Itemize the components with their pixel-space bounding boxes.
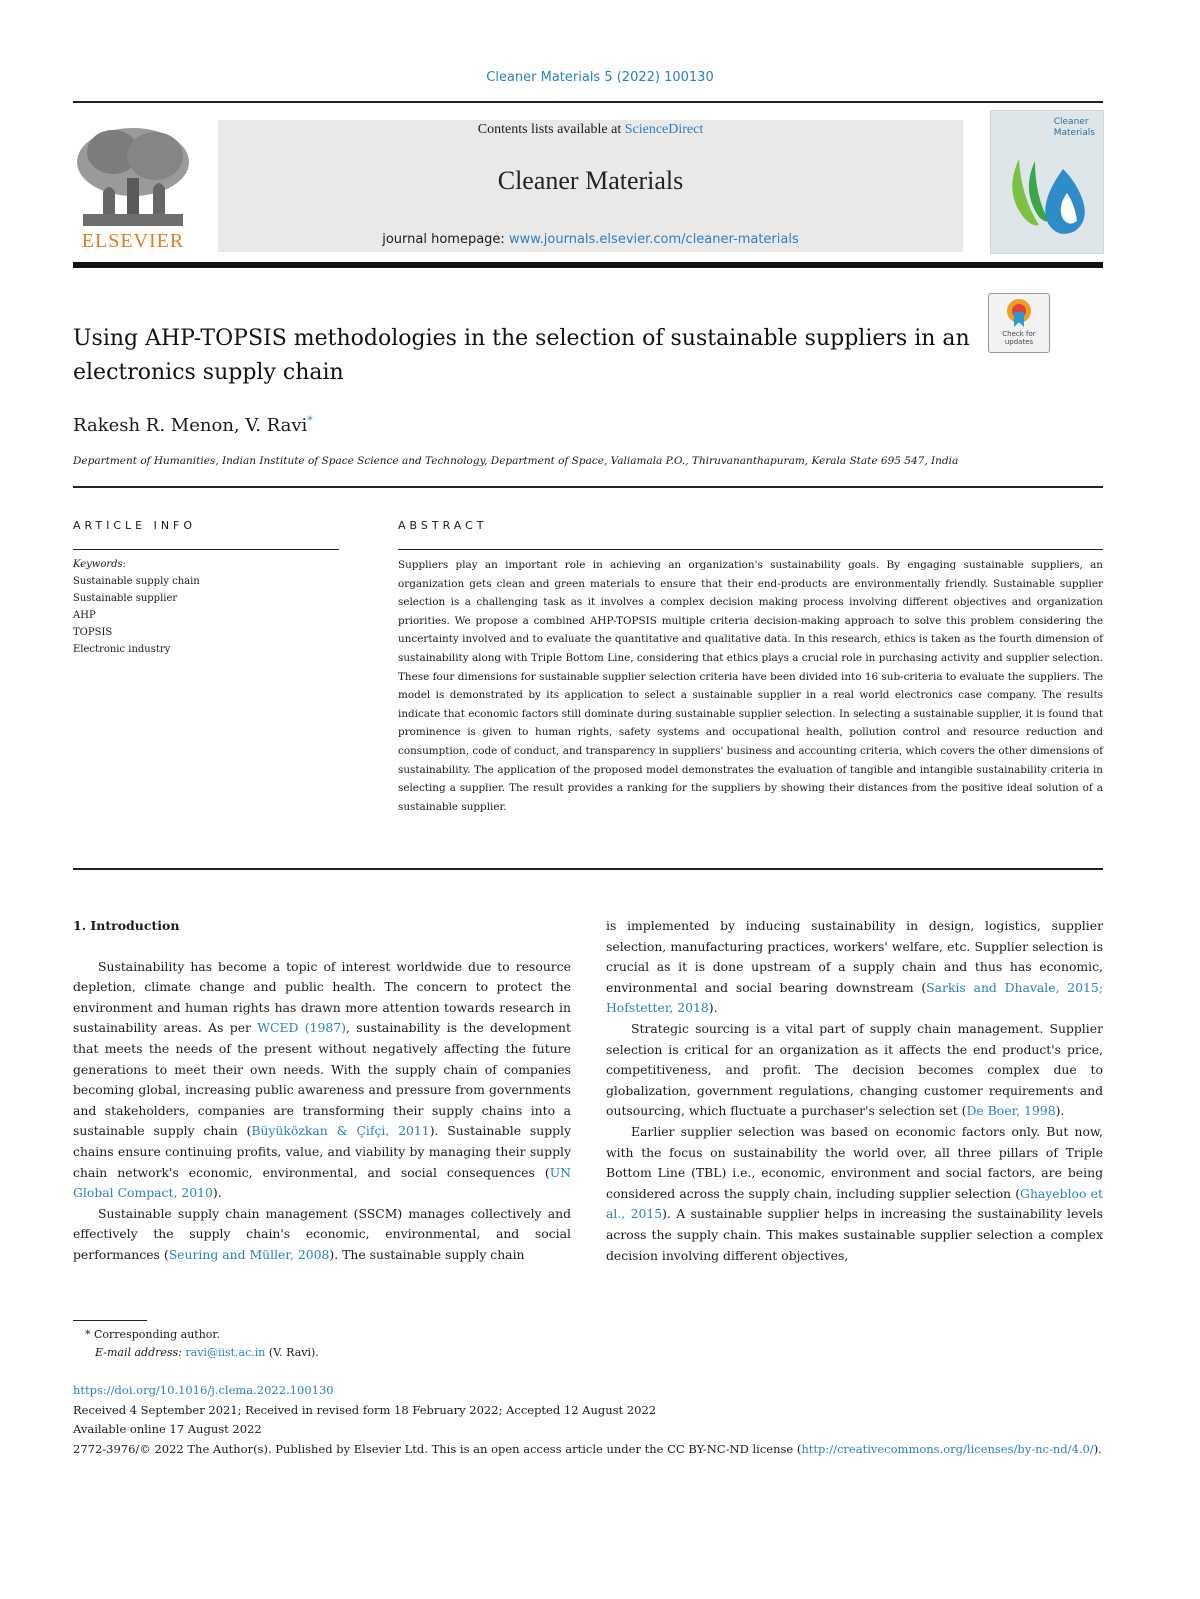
section-heading: 1. Introduction [73,918,180,933]
homepage-line [218,232,963,247]
text-run: ). [1055,1103,1065,1119]
available-online: Available online 17 August 2022 [73,1422,262,1436]
text-run: ). Sustainable supply chains ensure continuing profits, value, and viability by managing their supply chain network's economic, environmental, and social consequences ( [73,1123,572,1180]
keyword-item: Electronic industry [73,644,171,655]
abstract-heading: ABSTRACT [398,519,488,532]
check-for-updates-badge[interactable] [988,293,1050,353]
author-list [73,414,313,436]
water-drop-leaf-icon [1001,147,1093,243]
affiliation-rule [73,486,1103,488]
sciencedirect-link[interactable]: ScienceDirect [624,122,704,137]
intro-paragraph-1 [73,957,571,1204]
contents-line [218,122,963,138]
cover-title-line1: Cleaner [1053,117,1089,127]
intro-paragraph-5 [606,1122,1103,1266]
journal-name: Cleaner Materials [497,166,684,195]
license-text-end: ). [1093,1441,1102,1456]
text-run: ). A sustainable supplier helps in increasing the sustainability levels across the supply chain. This makes sustainable supplier selection a complex decision involving different objectives, [606,1206,1103,1263]
text-run: ). [708,1000,718,1016]
elsevier-logo [73,122,193,254]
keyword-item: AHP [73,610,96,621]
citation-link[interactable]: UN Global Compact, 2010 [73,1164,571,1201]
contents-prefix: Contents lists available at [477,122,625,137]
text-run: Sustainability has become a topic of interest worldwide due to resource depletion, climate change and public health. The concern to protect the environment and human rights has drawn more attention towards research in sustainability areas. As per [73,958,571,1036]
body-right-column [606,916,1103,1266]
citation-link[interactable]: Ghayebloo et al., 2015 [606,1185,1103,1222]
intro-paragraph-4 [606,1019,1103,1122]
doi-link[interactable]: https://doi.org/10.1016/j.clema.2022.100130 [73,1383,334,1397]
journal-cover-thumbnail [990,110,1104,254]
license-text: 2772-3976/© 2022 The Author(s). Published by Elsevier Ltd. This is an open access article under the CC BY-NC-ND license ( [73,1441,802,1456]
text-run: Strategic sourcing is a vital part of supply chain management. Supplier selection is critical for an organization as it affects the end product's price, competitiveness, and profit. The decision becomes complex due to globalization, government regulations, changing customer requirements and outsourcing, which fluctuate a purchaser's selection set ( [606,1020,1103,1119]
homepage-prefix: journal homepage: [382,232,509,247]
abstract-text: Suppliers play an important role in achieving an organization's sustainability goals. By engaging sustainable suppliers, an organization gets clean and green materials to ensure that their end-products are environmentally friendly. Sustainable supplier selection is a challenging task as it involves a complex decision making process involving different objectives and organization priorities. We propose a combined AHP-TOPSIS multiple criteria decision-making approach to solve this problem considering the uncertainty involved and to evaluate the quantitative and qualitative data. In this research, ethics is taken as the fourth dimension of sustainability along with Triple Bottom Line, considering that ethics plays a crucial role in purchasing activity and supplier selection. These four dimensions for sustainable supplier selection criteria have been divided into 16 sub-criteria to evaluate the suppliers. The model is demonstrated by its application to select a sustainable supplier in a real world electronics case company. The results indicate that economic factors still dominate during sustainable supplier selection. In selecting a sustainable supplier, it is found that prominence is given to human rights, safety systems and occupational health, pollution control and resource reduction and consumption, code of conduct, and transparency in suppliers' business and accounting criteria, which covers the other dimensions of sustainability. The application of the proposed model demonstrates the evaluation of tangible and intangible sustainability criteria in selecting a supplier. The result provides a ranking for the suppliers by showing their distances from the positive ideal solution of a sustainable supplier. [398,559,1103,813]
text-run: is implemented by inducing sustainability in design, logistics, supplier selection, manufacturing practices, workers' welfare, etc. Supplier selection is crucial as it is done upstream of a supply chain and thus has economic, environmental and social bearing downstream ( [606,918,1103,995]
article-info-rule [73,549,339,550]
footnote [73,1326,319,1362]
keywords-label: Keywords: [73,559,127,570]
text-run: ). The sustainable supply chain [329,1246,525,1262]
citation-link[interactable]: De Boer, 1998 [966,1103,1056,1119]
homepage-link[interactable]: www.journals.elsevier.com/cleaner-materials [508,232,799,247]
body-left-column [73,916,571,1266]
abstract-rule [398,549,1103,550]
article-title: Using AHP-TOPSIS methodologies in the selection of sustainable suppliers in an electronics supply chain [73,326,970,385]
text-run: Earlier supplier selection was based on economic factors only. But now, with the focus on sustainability the world over, all three pillars of Triple Bottom Line (TBL) i.e., economic, environment and social factors, are being considered across the supply chain, including supplier selection ( [606,1123,1103,1201]
authors-names: Rakesh R. Menon, V. Ravi [73,415,308,436]
citation-link[interactable]: Seuring and Müller, 2008 [168,1246,330,1262]
footnote-text: Corresponding author. [94,1328,220,1341]
citation-link[interactable]: WCED (1987) [257,1020,346,1036]
keyword-item: Sustainable supplier [73,593,178,604]
text-run: Sustainable supply chain management (SSCM) manages collectively and effectively the supply chain's economic, environmental, and social performances ( [73,1205,571,1262]
received-dates: Received 4 September 2021; Received in revised form 18 February 2022; Accepted 12 August 2022 [73,1402,657,1417]
text-run: , sustainability is the development that meets the needs of the present without negatively affecting the future generations to meet their own needs. With the supply chain of companies becoming global, increasing public awareness and pressure from governments and stakeholders, companies are transforming their supply chains into a sustainable supply chain ( [73,1020,571,1139]
header-top-rule [73,101,1103,103]
email-link[interactable]: ravi@iist.ac.in [185,1346,266,1359]
footnote-email [73,1344,319,1362]
journal-reference[interactable]: Cleaner Materials 5 (2022) 100130 [486,70,714,85]
corresponding-author-mark[interactable]: * [307,414,313,427]
bookmark-ribbon-icon [1005,298,1033,328]
keywords-block [73,556,200,658]
header-bottom-rule [73,262,1103,268]
author-affiliation: Department of Humanities, Indian Institute of Space Science and Technology, Department of Space, Valiamala P.O., Thiruvananthapuram, Kerala State 695 547, India [73,455,959,467]
check-for-updates-label: Check for updates [1002,330,1036,346]
abstract-bottom-rule [73,868,1103,870]
publication-info [73,1381,1103,1459]
citation-link[interactable]: Büyüközkan & Çifçi, 2011 [251,1123,430,1139]
email-suffix: (V. Ravi). [268,1346,319,1359]
intro-paragraph-2 [73,1204,571,1266]
article-info-heading: ARTICLE INFO [73,519,197,532]
license-link[interactable]: http://creativecommons.org/licenses/by-nc-nd/4.0/ [801,1441,1094,1456]
email-label: E-mail address: [95,1346,182,1359]
citation-link[interactable]: Sarkis and Dhavale, 2015; Hofstetter, 2018 [606,979,1103,1016]
cover-title [1054,117,1095,139]
intro-paragraph-3 [606,916,1103,1019]
license-statement [73,1440,1103,1460]
cover-title-line2: Materials [1053,128,1095,138]
footnote-mark: * [85,1328,91,1341]
keyword-item: TOPSIS [73,627,113,638]
text-run: ). [212,1185,222,1201]
footnote-corresponding [73,1326,319,1344]
elsevier-wordmark: ELSEVIER [81,230,185,252]
footnote-rule [73,1320,147,1321]
keyword-item: Sustainable supply chain [73,576,200,587]
